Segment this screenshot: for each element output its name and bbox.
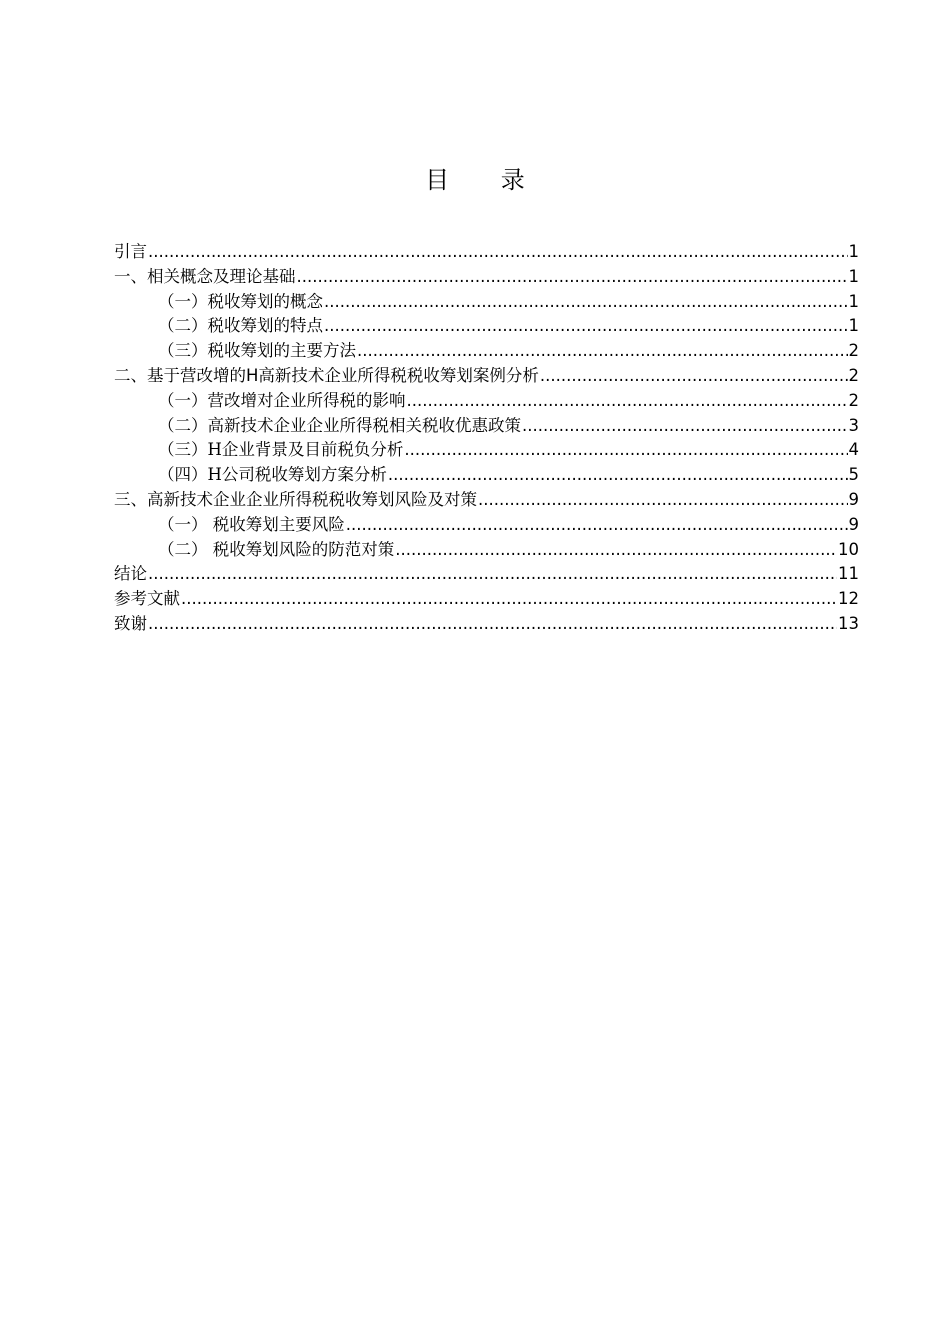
toc-entry[interactable] <box>114 290 859 315</box>
toc-leader-dots <box>357 339 848 364</box>
toc-entry-label: 一、相关概念及理论基础 <box>114 266 296 286</box>
toc-entry[interactable] <box>114 612 859 637</box>
toc-leader-dots <box>346 513 848 538</box>
toc-entry-label: 参考文献 <box>114 589 180 609</box>
toc-page-number: 4 <box>848 440 859 460</box>
toc-page-number: 12 <box>838 589 859 609</box>
toc-page-number: 1 <box>848 316 859 336</box>
table-of-contents <box>114 240 859 637</box>
toc-entry-label: 结论 <box>114 564 147 584</box>
toc-page-number: 1 <box>848 291 859 311</box>
toc-entry-label: 致谢 <box>114 613 147 633</box>
toc-leader-dots <box>324 314 848 339</box>
toc-leader-dots <box>522 414 848 439</box>
toc-entry[interactable] <box>114 438 859 463</box>
toc-leader-dots <box>407 389 848 414</box>
toc-entry[interactable] <box>114 587 859 612</box>
toc-page-number: 1 <box>848 242 859 261</box>
toc-leader-dots <box>540 364 848 389</box>
toc-entry-label: （三）H企业背景及目前税负分析 <box>158 440 404 460</box>
toc-page-number: 1 <box>848 266 859 286</box>
toc-entry[interactable] <box>114 463 859 488</box>
toc-title: 目 录 <box>425 166 547 194</box>
toc-leader-dots <box>404 438 847 463</box>
toc-page-number: 2 <box>848 341 859 361</box>
toc-page-number: 9 <box>848 514 859 534</box>
toc-leader-dots <box>148 240 848 265</box>
toc-leader-dots <box>148 562 837 587</box>
toc-leader-dots <box>388 463 848 488</box>
toc-entry[interactable] <box>114 488 859 513</box>
toc-page-number: 3 <box>848 415 859 435</box>
toc-leader-dots <box>148 612 837 637</box>
toc-entry[interactable] <box>114 538 859 563</box>
toc-entry-label: （二）税收筹划的特点 <box>158 316 323 336</box>
toc-page-number: 9 <box>848 489 859 509</box>
toc-entry[interactable] <box>114 240 859 265</box>
toc-entry[interactable] <box>114 314 859 339</box>
toc-page-number: 2 <box>848 390 859 410</box>
toc-entry[interactable] <box>114 339 859 364</box>
toc-entry[interactable] <box>114 513 859 538</box>
toc-page-number: 13 <box>838 613 859 633</box>
toc-page-number: 11 <box>838 564 859 584</box>
toc-entry-label: （一） 税收筹划主要风险 <box>158 514 345 534</box>
toc-entry-label: 三、高新技术企业企业所得税税收筹划风险及对策 <box>114 489 477 509</box>
toc-entry-label: 引言 <box>114 242 147 261</box>
toc-entry-label: （一）税收筹划的概念 <box>158 291 323 311</box>
toc-entry-label: 二、基于营改增的H高新技术企业所得税税收筹划案例分析 <box>114 365 539 385</box>
toc-page-number: 10 <box>838 539 859 559</box>
toc-entry-label: （一）营改增对企业所得税的影响 <box>158 390 406 410</box>
toc-leader-dots <box>324 290 848 315</box>
toc-leader-dots <box>297 265 848 290</box>
toc-page-number: 2 <box>848 365 859 385</box>
toc-leader-dots <box>478 488 848 513</box>
toc-entry-label: （四）H公司税收筹划方案分析 <box>158 465 387 485</box>
toc-leader-dots <box>181 587 837 612</box>
toc-page-number: 5 <box>848 465 859 485</box>
toc-entry[interactable] <box>114 265 859 290</box>
toc-entry[interactable] <box>114 364 859 389</box>
toc-entry[interactable] <box>114 414 859 439</box>
toc-entry-label: （三）税收筹划的主要方法 <box>158 341 356 361</box>
toc-entry[interactable] <box>114 389 859 414</box>
toc-entry-label: （二）高新技术企业企业所得税相关税收优惠政策 <box>158 415 521 435</box>
toc-entry-label: （二） 税收筹划风险的防范对策 <box>158 539 395 559</box>
toc-leader-dots <box>395 538 837 563</box>
toc-entry[interactable] <box>114 562 859 587</box>
